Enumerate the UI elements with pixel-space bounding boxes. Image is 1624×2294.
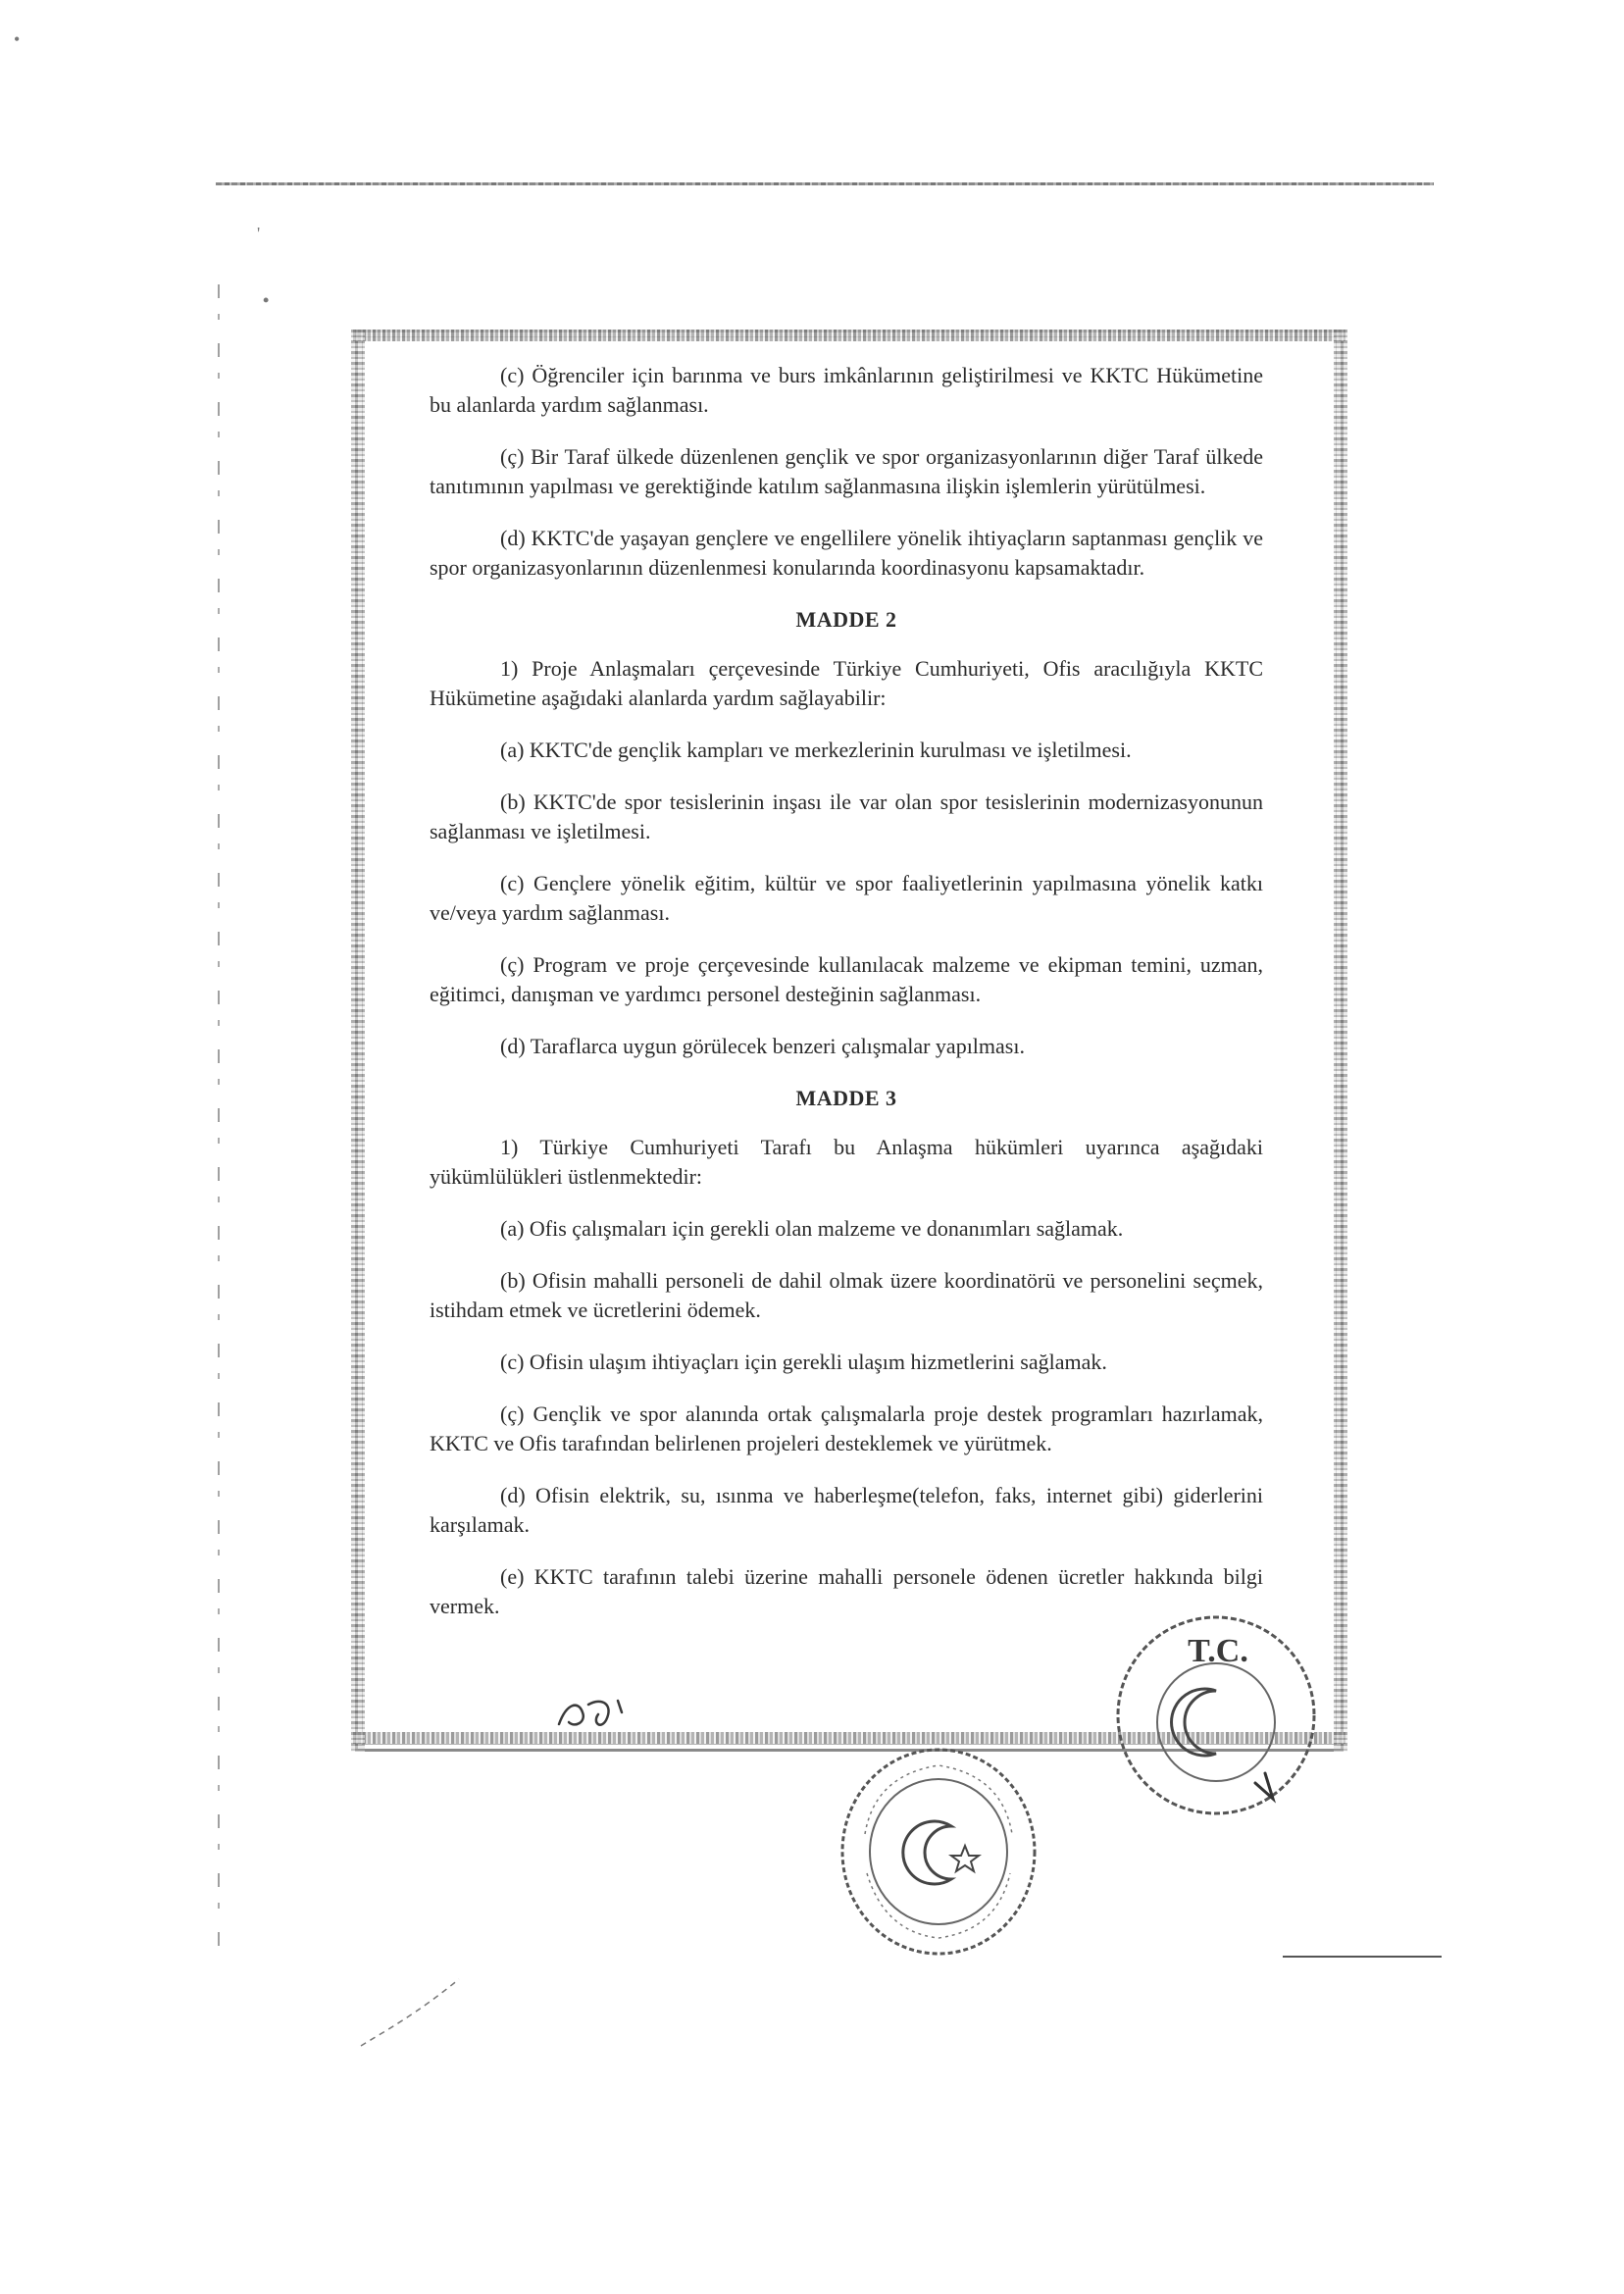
paragraph: 1) Proje Anlaşmaları çerçevesinde Türkiye Cumhuriyeti, Ofis aracılığıyla KKTC Hükümetine aşağıdaki alanlarda yardım sağlayabilir: — [430, 656, 1263, 710]
official-seal-stamp — [836, 1736, 1041, 1962]
paragraph: (ç) Gençlik ve spor alanında ortak çalışmalarla proje destek programları hazırlamak, KKTC ve Ofis tarafından belirlenen projeleri desteklemek ve yürütmek. — [430, 1402, 1263, 1455]
paragraph: (a) KKTC'de gençlik kampları ve merkezlerinin kurulması ve işletilmesi. — [500, 738, 1132, 762]
paragraph: (c) Gençlere yönelik eğitim, kültür ve spor faaliyetlerinin yapılmasına yönelik katkı ve/veya yardım sağlanması. — [430, 871, 1263, 925]
seal-text: T.C. — [1188, 1633, 1248, 1669]
frame-edge-right — [1334, 330, 1347, 1752]
official-seal-stamp — [1108, 1606, 1324, 1824]
article-heading: MADDE 3 — [795, 1086, 897, 1110]
scan-speck: • — [263, 290, 270, 310]
paragraph: (e) KKTC tarafının talebi üzerine mahalli personele ödenen ücretler hakkında bilgi vermek. — [430, 1564, 1263, 1618]
paragraph: 1) Türkiye Cumhuriyeti Tarafı bu Anlaşma hükümleri uyarınca aşağıdaki yükümlülükleri üstlenmektedir: — [430, 1135, 1263, 1189]
scan-bottom-line — [1283, 1956, 1442, 1958]
paragraph: (b) Ofisin mahalli personeli de dahil olmak üzere koordinatörü ve personelini seçmek, istihdam etmek ve ücretlerini ödemek. — [430, 1268, 1263, 1322]
article-heading: MADDE 2 — [795, 607, 897, 632]
scan-top-line — [216, 182, 1434, 185]
paragraph: (b) KKTC'de spor tesislerinin inşası ile var olan spor tesislerinin modernizasyonunun sağlanması ve işletilmesi. — [430, 790, 1263, 843]
scan-left-margin-line — [218, 284, 220, 1952]
paragraph: (c) Ofisin ulaşım ihtiyaçları için gerekli ulaşım hizmetlerini sağlamak. — [500, 1350, 1107, 1374]
frame-edge-top — [353, 330, 1345, 341]
handwritten-signature — [549, 1683, 637, 1742]
scan-speck: • — [14, 29, 21, 49]
document-body — [430, 361, 1263, 1644]
scan-speck: ' — [257, 224, 261, 243]
paragraph: (a) Ofis çalışmaları için gerekli olan malzeme ve donanımları sağlamak. — [500, 1216, 1124, 1241]
paragraph: (d) Taraflarca uygun görülecek benzeri çalışmalar yapılması. — [500, 1034, 1025, 1058]
pen-stroke-mark — [357, 1971, 465, 2050]
paragraph: (ç) Program ve proje çerçevesinde kullanılacak malzeme ve ekipman temini, uzman, eğitimci, danışman ve yardımcı personel desteğinin sağlanması. — [430, 952, 1263, 1006]
frame-edge-left — [351, 330, 365, 1752]
paragraph: (d) Ofisin elektrik, su, ısınma ve haberleşme(telefon, faks, internet gibi) giderlerini karşılamak. — [430, 1483, 1263, 1537]
paragraph: (d) KKTC'de yaşayan gençlere ve engellilere yönelik ihtiyaçların saptanması gençlik ve spor organizasyonlarının düzenlenmesi konularında koordinasyonu kapsamaktadır. — [430, 526, 1263, 580]
paragraph: (ç) Bir Taraf ülkede düzenlenen gençlik ve spor organizasyonlarının diğer Taraf ülkede tanıtımının yapılması ve gerektiğinde katılım sağlanmasına ilişkin işlemlerin yürütülmesi. — [430, 444, 1263, 498]
paragraph: (c) Öğrenciler için barınma ve burs imkânlarının geliştirilmesi ve KKTC Hükümetine bu alanlarda yardım sağlanması. — [430, 363, 1263, 417]
